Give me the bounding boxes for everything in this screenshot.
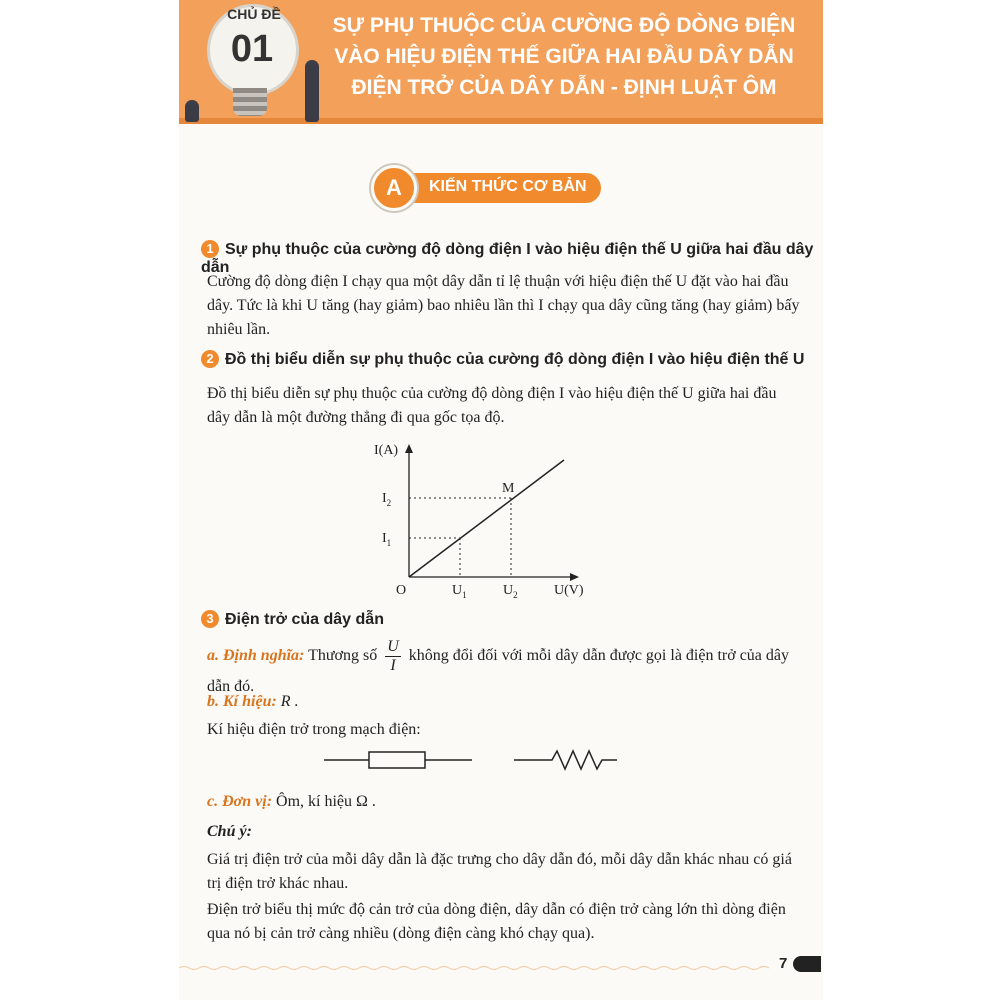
page xyxy=(179,0,823,1000)
heading-3-number: 3 xyxy=(201,610,219,628)
y-axis-label: I(A) xyxy=(374,443,399,458)
symbol-label: b. Kí hiệu: xyxy=(207,693,277,710)
resistor-box-symbol xyxy=(369,752,425,768)
title-line-2: VÀO HIỆU ĐIỆN THẾ GIỮA HAI ĐẦU DÂY DẪN xyxy=(334,45,794,68)
definition-text-1: Thương số xyxy=(308,647,378,665)
person-illustration-right xyxy=(305,60,319,122)
fraction-denominator: I xyxy=(390,657,396,674)
y-axis-arrow xyxy=(405,444,413,453)
page-number: 7 xyxy=(779,955,788,972)
footer-divider xyxy=(179,965,769,971)
symbol-text: R . xyxy=(280,693,299,710)
tick-i1-label: $I_1$ xyxy=(382,531,392,548)
banner-stripe xyxy=(179,118,823,124)
heading-1-text: Sự phụ thuộc của cường độ dòng điện I vào hiệu điện thế U giữa hai đầu dây dẫn xyxy=(201,241,814,276)
resistor-zigzag-symbol xyxy=(514,751,617,769)
note-1: Giá trị điện trở của mỗi dây dẫn là đặc trưng cho dây dẫn đó, mỗi dây dẫn khác nhau có giá trị điện trở khác nhau. xyxy=(207,851,792,892)
heading-3 xyxy=(201,610,384,629)
unit-line xyxy=(207,790,803,814)
person-illustration-left xyxy=(185,100,199,122)
origin-label: O xyxy=(396,583,407,598)
heading-3-text: Điện trở của dây dẫn xyxy=(225,611,384,628)
page-tab-icon xyxy=(793,956,821,972)
tick-u1-label: $U_1$ xyxy=(452,583,467,600)
definition-label: a. Định nghĩa: xyxy=(207,647,305,665)
lightbulb-base xyxy=(233,88,267,116)
unit-text: Ôm, kí hiệu Ω . xyxy=(276,793,376,810)
chapter-title xyxy=(329,10,799,103)
definition-text-2: không đổi đối với mỗi dây dẫn được gọi là điện trở của dây dẫn đó. xyxy=(207,647,789,695)
note-label: Chú ý: xyxy=(207,823,252,840)
note-2: Điện trở biểu thị mức độ cản trở của dòng điện, dây dẫn có điện trở càng lớn thì dòng điện qua nó bị cản trở càng nhiều (dòng điện càng khó chạy qua). xyxy=(207,901,786,942)
symbol-line xyxy=(207,690,803,714)
resistor-symbols xyxy=(324,745,624,775)
paragraph-1: Cường độ dòng điện I chạy qua một dây dẫn tỉ lệ thuận với hiệu điện thế U đặt vào hai đầu dây. Tức là khi U tăng (hay giảm) bao nhiêu lần thì I chạy qua dây cũng tăng (hay giảm) bấy nhiêu lần. xyxy=(207,273,800,338)
circuit-symbol-text: Kí hiệu điện trở trong mạch điện: xyxy=(207,721,421,738)
tick-u2-label: $U_2$ xyxy=(503,583,518,600)
heading-2-text: Đồ thị biểu diễn sự phụ thuộc của cường độ dòng điện I vào hiệu điện thế U xyxy=(225,351,805,368)
section-a-letter: A xyxy=(371,165,417,211)
unit-label: c. Đơn vị: xyxy=(207,793,273,810)
heading-2-number: 2 xyxy=(201,350,219,368)
fraction-numerator: U xyxy=(387,638,399,655)
chapter-number: 01 xyxy=(230,28,274,70)
chapter-label: CHỦ ĐỀ xyxy=(227,6,281,22)
fraction-u-over-i xyxy=(385,638,401,675)
x-axis-label: U(V) xyxy=(554,583,584,598)
heading-2 xyxy=(201,350,804,369)
x-axis-arrow xyxy=(570,573,579,581)
graph-line xyxy=(409,460,564,577)
i-u-graph xyxy=(374,442,614,602)
section-a-label: KIẾN THỨC CƠ BẢN xyxy=(429,178,587,195)
section-a-header xyxy=(371,165,603,209)
paragraph-2: Đồ thị biểu diễn sự phụ thuộc của cường độ dòng điện I vào hiệu điện thế U giữa hai đầu dây dẫn là một đường thẳng đi qua gốc tọa độ. xyxy=(207,385,777,426)
heading-1-number: 1 xyxy=(201,240,219,258)
point-m-label: M xyxy=(502,481,515,496)
tick-i2-label: $I_2$ xyxy=(382,491,392,508)
title-line-1: SỰ PHỤ THUỘC CỦA CƯỜNG ĐỘ DÒNG ĐIỆN xyxy=(332,14,796,37)
title-line-3: ĐIỆN TRỞ CỦA DÂY DẪN - ĐỊNH LUẬT ÔM xyxy=(351,76,777,99)
